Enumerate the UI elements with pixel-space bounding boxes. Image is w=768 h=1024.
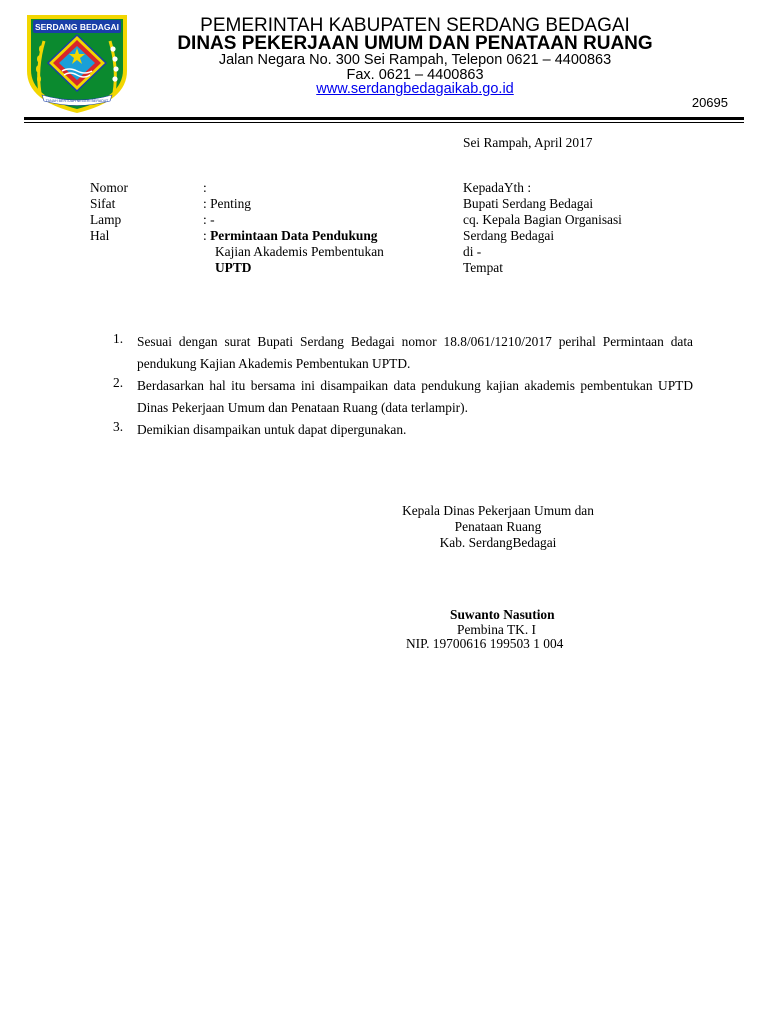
body-item-number: 1.	[113, 331, 124, 346]
recipient-line4: Serdang Bedagai	[463, 228, 555, 243]
letterhead-rule-thin	[24, 122, 744, 123]
postal-code: 20695	[691, 95, 728, 110]
hal-value-line1	[203, 228, 377, 244]
recipient-line5: di -	[463, 244, 482, 259]
nomor-label: Nomor	[90, 180, 128, 195]
letterhead-address: Jalan Negara No. 300 Sei Rampah, Telepon 0621 – 4400863	[218, 52, 612, 68]
letterhead-website-line	[120, 81, 710, 97]
body-item-text: Berdasarkan hal itu bersama ini disampaikan data pendukung kajian akademis pembentukan UPTD Dinas Pekerjaan Umum dan Penataan Ruang (data terlampir).	[137, 378, 693, 415]
signatory-name: Suwanto Nasution	[450, 607, 555, 622]
nomor-value: :	[203, 180, 207, 195]
sifat-value: : Penting	[203, 196, 251, 211]
hal-label: Hal	[90, 228, 110, 243]
emblem-ribbon-text: TANAH BERTUAH NEGERI BERADAT	[45, 99, 109, 103]
body-item-2	[113, 375, 693, 419]
letterhead-rule-thick	[24, 117, 744, 120]
website-link[interactable]: www.serdangbedagaikab.go.id	[316, 81, 514, 97]
lamp-label: Lamp	[90, 212, 122, 227]
emblem-banner-text: SERDANG BEDAGAI	[34, 22, 120, 32]
signatory-nip: NIP. 19700616 199503 1 004	[406, 636, 564, 651]
body-item-1	[113, 331, 693, 375]
body-item-text: Demikian disampaikan untuk dapat dipergunakan.	[137, 422, 407, 437]
body-item-text: Sesuai dengan surat Bupati Serdang Bedagai nomor 18.8/061/1210/2017 perihal Permintaan data pendukung Kajian Akademis Pembentukan UPTD.	[137, 334, 693, 371]
letterhead-fax: Fax. 0621 – 4400863	[346, 67, 484, 83]
signature-title-line2: Penataan Ruang	[454, 519, 542, 534]
signatory-rank: Pembina TK. I	[457, 622, 536, 637]
hal-value-line2: Kajian Akademis Pembentukan	[215, 244, 384, 259]
body-item-number: 3.	[113, 419, 124, 434]
signature-title-line1: Kepala Dinas Pekerjaan Umum dan	[402, 503, 594, 518]
serdang-bedagai-emblem	[24, 13, 130, 115]
letterhead-agency: DINAS PEKERJAAN UMUM DAN PENATAAN RUANG	[177, 33, 653, 54]
recipient-line6: Tempat	[463, 260, 503, 275]
hal-subject-bold: Permintaan Data Pendukung	[210, 228, 378, 243]
letter-date: Sei Rampah, April 2017	[463, 135, 593, 150]
body-item-number: 2.	[113, 375, 124, 390]
letterhead-government: PEMERINTAH KABUPATEN SERDANG BEDAGAI	[200, 15, 630, 36]
signature-title-line3: Kab. SerdangBedagai	[439, 535, 557, 550]
sifat-label: Sifat	[90, 196, 116, 211]
lamp-value: : -	[203, 212, 215, 227]
hal-value-line3: UPTD	[215, 260, 252, 275]
recipient-line3: cq. Kepala Bagian Organisasi	[463, 212, 622, 227]
hal-colon: :	[203, 228, 211, 243]
body-item-3	[113, 419, 693, 441]
recipient-line2: Bupati Serdang Bedagai	[463, 196, 594, 211]
recipient-line1: KepadaYth :	[463, 180, 532, 195]
